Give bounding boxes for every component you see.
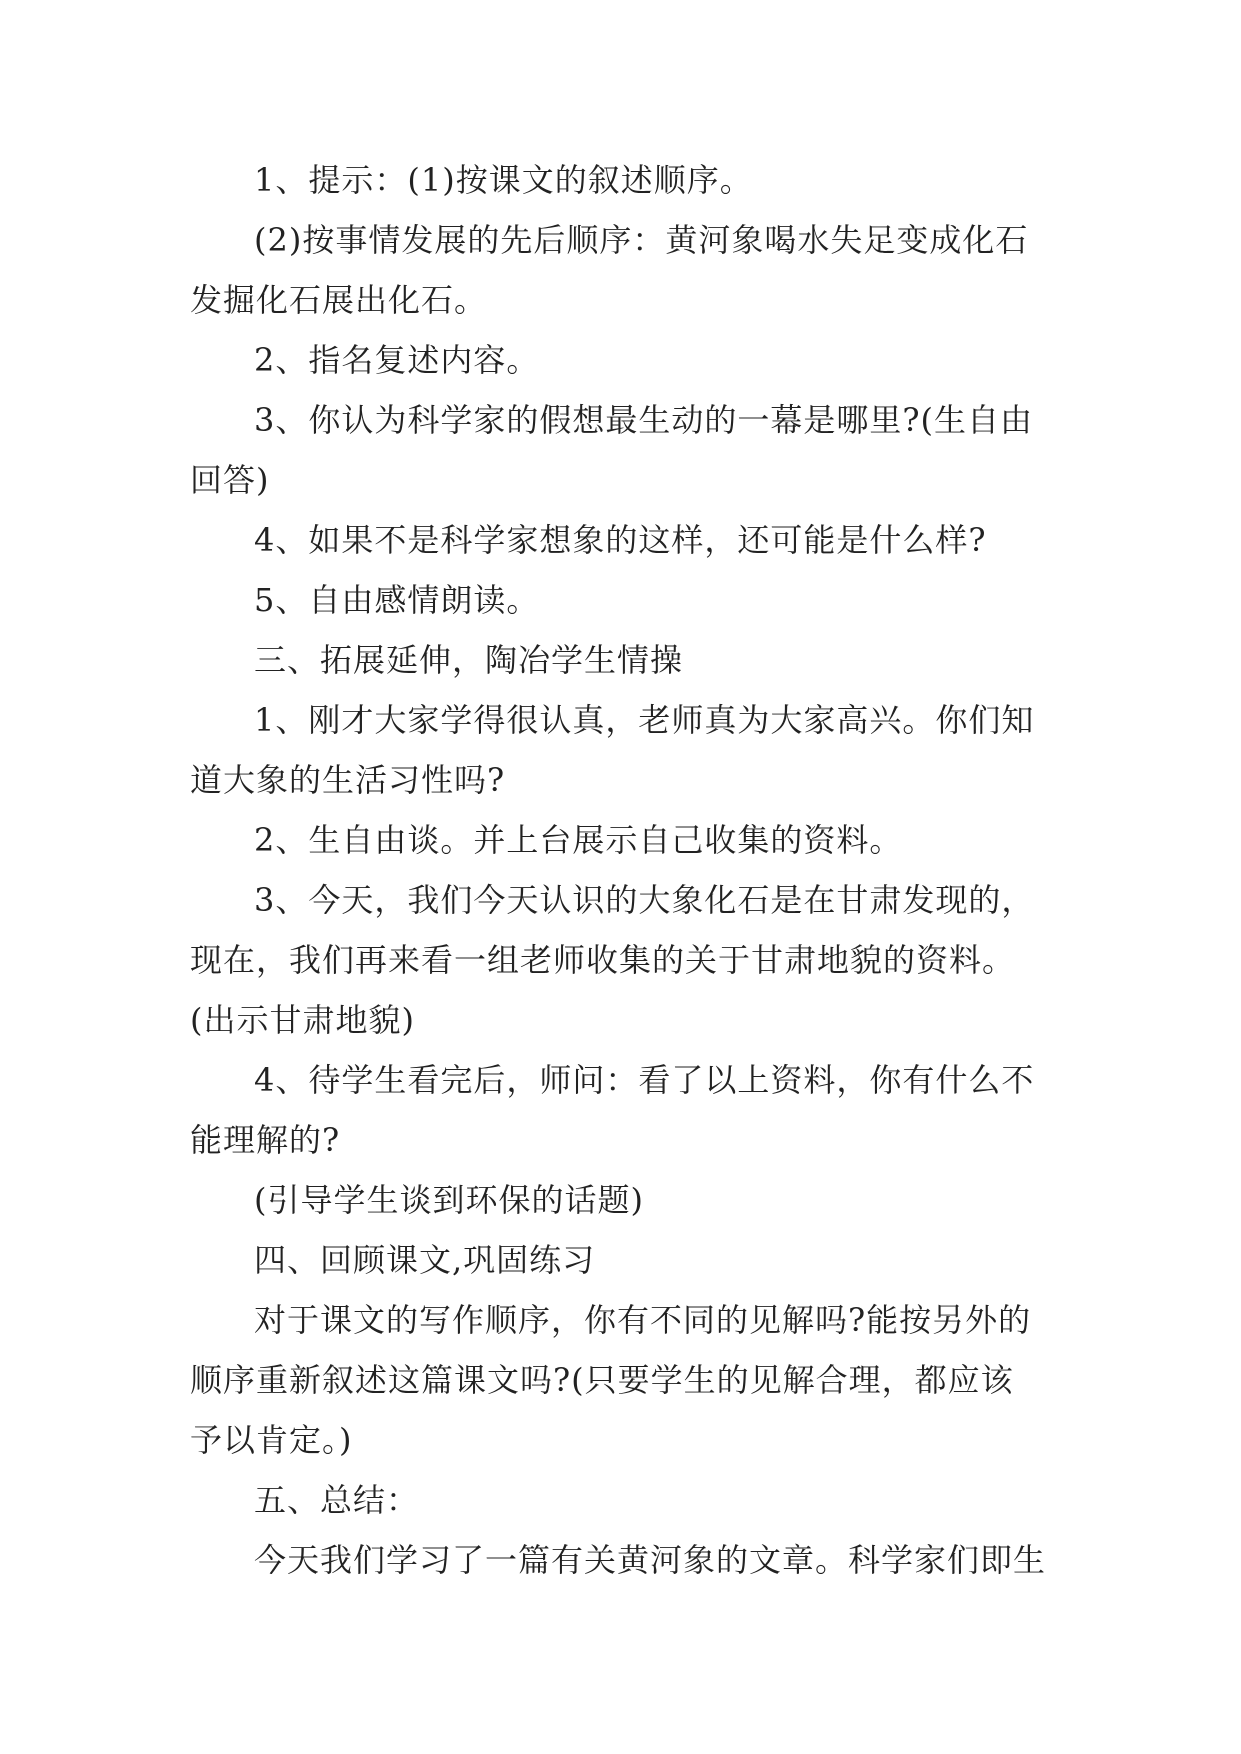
paragraph-question-4: 4、如果不是科学家想象的这样，还可能是什么样? [254,521,987,559]
paragraph-summary: 今天我们学习了一篇有关黄河象的文章。科学家们即生 [254,1541,1047,1579]
paragraph-hint-2: (2)按事情发展的先后顺序：黄河象喝水失足变成化石发掘化石展出化石。 [190,221,1029,319]
section-heading-4: 四、回顾课文,巩固练习 [254,1241,596,1279]
paragraph-ext-1: 1、刚才大家学得很认真，老师真为大家高兴。你们知道大象的生活习性吗? [190,701,1035,799]
paragraph-ext-3: 3、今天，我们今天认识的大象化石是在甘肃发现的，现在，我们再来看一组老师收集的关于甘肃地貌的资料。(出示甘肃地貌) [190,881,1035,1039]
section-heading-3: 三、拓展延伸，陶冶学生情操 [254,641,684,679]
section-heading-5: 五、总结： [254,1481,420,1519]
paragraph-reading: 5、自由感情朗读。 [254,581,540,619]
paragraph-review: 对于课文的写作顺序，你有不同的见解吗?能按另外的顺序重新叙述这篇课文吗?(只要学生的见解合理，都应该予以肯定。) [190,1301,1032,1459]
paragraph-ext-2: 2、生自由谈。并上台展示自己收集的资料。 [254,821,903,859]
paragraph-retell: 2、指名复述内容。 [254,341,540,379]
paragraph-ext-4: 4、待学生看完后，师问：看了以上资料，你有什么不能理解的? [190,1061,1035,1159]
paragraph-question-3: 3、你认为科学家的假想最生动的一幕是哪里?(生自由回答) [190,401,1034,499]
paragraph-hint-1: 1、提示：(1)按课文的叙述顺序。 [254,161,753,199]
paragraph-guide: (引导学生谈到环保的话题) [254,1181,644,1219]
document-body [190,150,1046,1590]
